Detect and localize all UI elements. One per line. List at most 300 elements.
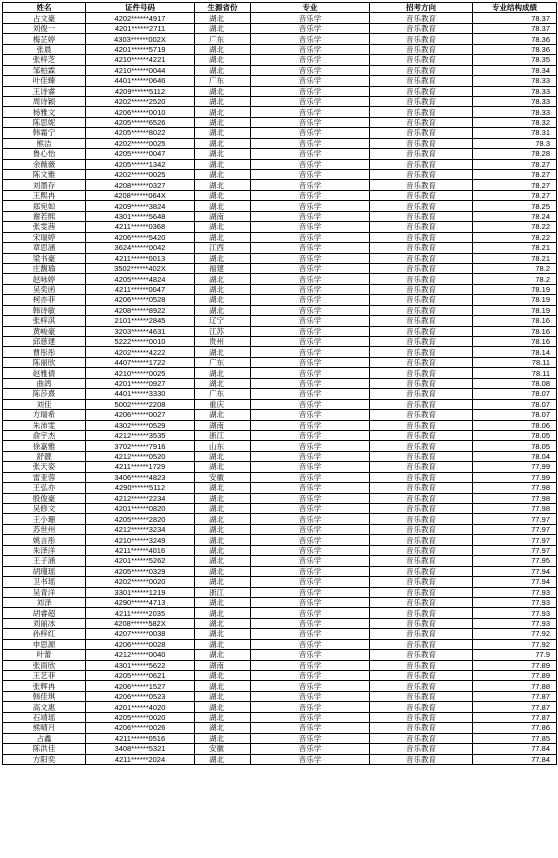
cell-score: 78.19 — [473, 305, 557, 315]
cell-score: 77.93 — [473, 608, 557, 618]
cell-province: 湖北 — [195, 170, 251, 180]
table-row — [3, 410, 557, 420]
cell-major: 音乐学 — [251, 472, 370, 482]
cell-name: 孙梓红 — [3, 629, 86, 639]
cell-id-number: 4302******0529 — [86, 420, 195, 430]
cell-major: 音乐学 — [251, 430, 370, 440]
cell-name: 刘墨存 — [3, 180, 86, 190]
cell-name: 张辉冉 — [3, 681, 86, 691]
cell-name: 赵咏婷 — [3, 274, 86, 284]
cell-province: 湖北 — [195, 681, 251, 691]
cell-score: 77.98 — [473, 483, 557, 493]
cell-id-number: 4201******2711 — [86, 23, 195, 33]
cell-score: 77.89 — [473, 671, 557, 681]
table-row — [3, 723, 557, 733]
cell-name: 石靖瑶 — [3, 712, 86, 722]
cell-name: 朱沛雯 — [3, 420, 86, 430]
cell-direction: 音乐教育 — [370, 535, 473, 545]
cell-direction: 音乐教育 — [370, 660, 473, 670]
table-row — [3, 504, 557, 514]
cell-score: 78.33 — [473, 96, 557, 106]
cell-direction: 音乐教育 — [370, 159, 473, 169]
cell-score: 77.85 — [473, 733, 557, 743]
cell-id-number: 4211******2024 — [86, 754, 195, 764]
table-row — [3, 441, 557, 451]
cell-score: 78.05 — [473, 441, 557, 451]
cell-score: 77.84 — [473, 754, 557, 764]
cell-name: 陈莎熹 — [3, 389, 86, 399]
cell-major: 音乐学 — [251, 587, 370, 597]
cell-name: 殷俊豪 — [3, 493, 86, 503]
table-row — [3, 347, 557, 357]
cell-direction: 音乐教育 — [370, 744, 473, 754]
cell-id-number: 4211******2035 — [86, 608, 195, 618]
cell-score: 77.99 — [473, 472, 557, 482]
cell-name: 张晨 — [3, 44, 86, 54]
cell-province: 湖北 — [195, 691, 251, 701]
cell-province: 湖北 — [195, 639, 251, 649]
cell-province: 湖北 — [195, 733, 251, 743]
cell-name: 梅芷婷 — [3, 34, 86, 44]
cell-score: 78.19 — [473, 295, 557, 305]
cell-direction: 音乐教育 — [370, 597, 473, 607]
cell-id-number: 4205******0329 — [86, 566, 195, 576]
table-row — [3, 608, 557, 618]
cell-province: 湖北 — [195, 378, 251, 388]
cell-direction: 音乐教育 — [370, 211, 473, 221]
cell-province: 辽宁 — [195, 316, 251, 326]
cell-id-number: 4206******0028 — [86, 639, 195, 649]
cell-direction: 音乐教育 — [370, 253, 473, 263]
cell-major: 音乐学 — [251, 149, 370, 159]
cell-major: 音乐学 — [251, 243, 370, 253]
cell-id-number: 4210******0044 — [86, 65, 195, 75]
cell-id-number: 4211******1729 — [86, 462, 195, 472]
table-row — [3, 378, 557, 388]
cell-province: 湖北 — [195, 347, 251, 357]
cell-name: 刘丽冰 — [3, 618, 86, 628]
cell-name: 鲁心怡 — [3, 149, 86, 159]
cell-score: 77.92 — [473, 639, 557, 649]
cell-id-number: 4212******0520 — [86, 451, 195, 461]
cell-id-number: 3702******7916 — [86, 441, 195, 451]
cell-province: 湖北 — [195, 483, 251, 493]
table-row — [3, 107, 557, 117]
cell-id-number: 2101******2845 — [86, 316, 195, 326]
cell-score: 77.97 — [473, 545, 557, 555]
cell-score: 77.9 — [473, 650, 557, 660]
cell-id-number: 4205******8022 — [86, 128, 195, 138]
table-row — [3, 190, 557, 200]
cell-direction: 音乐教育 — [370, 305, 473, 315]
cell-major: 音乐学 — [251, 702, 370, 712]
cell-major: 音乐学 — [251, 504, 370, 514]
cell-id-number: 4290******4713 — [86, 597, 195, 607]
cell-province: 贵州 — [195, 337, 251, 347]
cell-id-number: 4210******3249 — [86, 535, 195, 545]
cell-name: 张雯茜 — [3, 222, 86, 232]
cell-name: 雷亚蓉 — [3, 472, 86, 482]
cell-id-number: 4201******5719 — [86, 44, 195, 54]
cell-score: 78.27 — [473, 190, 557, 200]
cell-name: 张梓淇 — [3, 316, 86, 326]
cell-province: 江西 — [195, 243, 251, 253]
cell-major: 音乐学 — [251, 180, 370, 190]
cell-direction: 音乐教育 — [370, 378, 473, 388]
cell-direction: 音乐教育 — [370, 55, 473, 65]
cell-province: 江苏 — [195, 326, 251, 336]
cell-major: 音乐学 — [251, 232, 370, 242]
cell-score: 78.32 — [473, 117, 557, 127]
cell-province: 湖北 — [195, 368, 251, 378]
cell-major: 音乐学 — [251, 23, 370, 33]
table-row — [3, 295, 557, 305]
cell-id-number: 4202******0025 — [86, 170, 195, 180]
cell-major: 音乐学 — [251, 744, 370, 754]
table-row — [3, 76, 557, 86]
cell-id-number: 4208******064X — [86, 190, 195, 200]
cell-score: 78.07 — [473, 389, 557, 399]
cell-name: 舒靓 — [3, 451, 86, 461]
cell-major: 音乐学 — [251, 493, 370, 503]
cell-id-number: 4205******2820 — [86, 514, 195, 524]
cell-name: 柯亦菲 — [3, 295, 86, 305]
table-row — [3, 149, 557, 159]
cell-major: 音乐学 — [251, 55, 370, 65]
cell-id-number: 4207******0038 — [86, 629, 195, 639]
cell-major: 音乐学 — [251, 577, 370, 587]
cell-province: 浙江 — [195, 587, 251, 597]
cell-score: 78.36 — [473, 34, 557, 44]
table-row — [3, 55, 557, 65]
cell-province: 湖北 — [195, 159, 251, 169]
cell-name: 朱泽洋 — [3, 545, 86, 555]
cell-province: 湖北 — [195, 13, 251, 23]
cell-direction: 音乐教育 — [370, 671, 473, 681]
table-row — [3, 399, 557, 409]
cell-score: 77.97 — [473, 514, 557, 524]
cell-direction: 音乐教育 — [370, 34, 473, 44]
table-row — [3, 316, 557, 326]
cell-score: 78.36 — [473, 44, 557, 54]
cell-id-number: 4208******582X — [86, 618, 195, 628]
cell-score: 78.16 — [473, 326, 557, 336]
cell-id-number: 4208******0327 — [86, 180, 195, 190]
table-row — [3, 472, 557, 482]
cell-name: 余薇薇 — [3, 159, 86, 169]
table-row — [3, 545, 557, 555]
cell-score: 78.33 — [473, 76, 557, 86]
cell-province: 湖北 — [195, 232, 251, 242]
cell-province: 湖北 — [195, 723, 251, 733]
cell-id-number: 4206******0523 — [86, 691, 195, 701]
cell-major: 音乐学 — [251, 170, 370, 180]
cell-id-number: 4212******3234 — [86, 524, 195, 534]
cell-score: 77.92 — [473, 629, 557, 639]
cell-province: 湖北 — [195, 222, 251, 232]
cell-id-number: 4303******002X — [86, 34, 195, 44]
cell-province: 湖北 — [195, 253, 251, 263]
table-row — [3, 284, 557, 294]
cell-id-number: 4211******4016 — [86, 545, 195, 555]
cell-major: 音乐学 — [251, 629, 370, 639]
cell-direction: 音乐教育 — [370, 681, 473, 691]
cell-name: 王艺菲 — [3, 671, 86, 681]
table-row — [3, 462, 557, 472]
cell-name: 郑宛如 — [3, 201, 86, 211]
cell-direction: 音乐教育 — [370, 149, 473, 159]
cell-major: 音乐学 — [251, 650, 370, 660]
table-row — [3, 754, 557, 764]
cell-score: 78.33 — [473, 86, 557, 96]
cell-direction: 音乐教育 — [370, 702, 473, 712]
cell-id-number: 4301******5648 — [86, 211, 195, 221]
cell-direction: 音乐教育 — [370, 190, 473, 200]
table-row — [3, 159, 557, 169]
cell-major: 音乐学 — [251, 754, 370, 764]
cell-id-number: 4202******4222 — [86, 347, 195, 357]
cell-major: 音乐学 — [251, 326, 370, 336]
cell-province: 湖北 — [195, 524, 251, 534]
cell-direction: 音乐教育 — [370, 274, 473, 284]
cell-direction: 音乐教育 — [370, 295, 473, 305]
cell-name: 谢若熙 — [3, 211, 86, 221]
cell-id-number: 4202******0025 — [86, 138, 195, 148]
cell-score: 77.84 — [473, 744, 557, 754]
cell-direction: 音乐教育 — [370, 430, 473, 440]
cell-id-number: 4201******5262 — [86, 556, 195, 566]
cell-direction: 音乐教育 — [370, 23, 473, 33]
cell-major: 音乐学 — [251, 712, 370, 722]
cell-direction: 音乐教育 — [370, 691, 473, 701]
cell-score: 78.22 — [473, 222, 557, 232]
cell-direction: 音乐教育 — [370, 556, 473, 566]
table-row — [3, 180, 557, 190]
cell-score: 78.11 — [473, 368, 557, 378]
cell-id-number: 4206******1527 — [86, 681, 195, 691]
cell-major: 音乐学 — [251, 378, 370, 388]
table-row — [3, 326, 557, 336]
cell-province: 湖北 — [195, 671, 251, 681]
cell-province: 湖北 — [195, 65, 251, 75]
cell-major: 音乐学 — [251, 159, 370, 169]
cell-score: 78.16 — [473, 337, 557, 347]
cell-name: 申思源 — [3, 639, 86, 649]
cell-direction: 音乐教育 — [370, 399, 473, 409]
cell-name: 方阳奕 — [3, 754, 86, 764]
cell-score: 77.98 — [473, 493, 557, 503]
cell-direction: 音乐教育 — [370, 263, 473, 273]
cell-province: 湖北 — [195, 128, 251, 138]
cell-score: 77.97 — [473, 535, 557, 545]
table-row — [3, 170, 557, 180]
cell-id-number: 4209******3824 — [86, 201, 195, 211]
cell-direction: 音乐教育 — [370, 368, 473, 378]
cell-name: 赵雅倩 — [3, 368, 86, 378]
table-row — [3, 744, 557, 754]
cell-score: 78.05 — [473, 430, 557, 440]
table-row — [3, 211, 557, 221]
cell-direction: 音乐教育 — [370, 170, 473, 180]
cell-name: 曹彤彤 — [3, 347, 86, 357]
cell-direction: 音乐教育 — [370, 577, 473, 587]
cell-score: 77.87 — [473, 712, 557, 722]
cell-province: 湖北 — [195, 556, 251, 566]
cell-province: 湖北 — [195, 274, 251, 284]
cell-name: 刘佳 — [3, 399, 86, 409]
cell-score: 77.98 — [473, 504, 557, 514]
cell-province: 湖南 — [195, 660, 251, 670]
cell-province: 湖北 — [195, 493, 251, 503]
cell-major: 音乐学 — [251, 316, 370, 326]
table-row — [3, 483, 557, 493]
cell-direction: 音乐教育 — [370, 389, 473, 399]
cell-name: 高文惠 — [3, 702, 86, 712]
table-row — [3, 650, 557, 660]
cell-major: 音乐学 — [251, 295, 370, 305]
cell-score: 78.22 — [473, 232, 557, 242]
cell-direction: 音乐教育 — [370, 472, 473, 482]
cell-major: 音乐学 — [251, 399, 370, 409]
cell-id-number: 4211******0013 — [86, 253, 195, 263]
cell-score: 78.11 — [473, 357, 557, 367]
table-row — [3, 305, 557, 315]
cell-name: 刘泽 — [3, 597, 86, 607]
cell-province: 广东 — [195, 76, 251, 86]
cell-direction: 音乐教育 — [370, 754, 473, 764]
table-row — [3, 13, 557, 23]
table-row — [3, 660, 557, 670]
cell-score: 78.04 — [473, 451, 557, 461]
cell-direction: 音乐教育 — [370, 504, 473, 514]
cell-direction: 音乐教育 — [370, 201, 473, 211]
cell-name: 韩诗敏 — [3, 305, 86, 315]
cell-score: 78.16 — [473, 316, 557, 326]
table-row — [3, 232, 557, 242]
cell-score: 78.35 — [473, 55, 557, 65]
cell-major: 音乐学 — [251, 96, 370, 106]
cell-major: 音乐学 — [251, 608, 370, 618]
table-row — [3, 357, 557, 367]
cell-major: 音乐学 — [251, 13, 370, 23]
cell-id-number: 4206******0528 — [86, 295, 195, 305]
cell-id-number: 4202******4917 — [86, 13, 195, 23]
cell-major: 音乐学 — [251, 514, 370, 524]
cell-id-number: 4206******0027 — [86, 410, 195, 420]
cell-direction: 音乐教育 — [370, 650, 473, 660]
cell-province: 广东 — [195, 34, 251, 44]
table-row — [3, 535, 557, 545]
table-row — [3, 263, 557, 273]
cell-province: 湖北 — [195, 138, 251, 148]
cell-province: 湖北 — [195, 96, 251, 106]
cell-direction: 音乐教育 — [370, 86, 473, 96]
table-row — [3, 524, 557, 534]
cell-id-number: 3624******0042 — [86, 243, 195, 253]
cell-major: 音乐学 — [251, 733, 370, 743]
cell-name: 陈丽欣 — [3, 357, 86, 367]
cell-province: 湖北 — [195, 712, 251, 722]
cell-name: 宋瑞婷 — [3, 232, 86, 242]
table-row — [3, 128, 557, 138]
cell-score: 78.06 — [473, 420, 557, 430]
table-row — [3, 733, 557, 743]
cell-name: 叶佳臻 — [3, 76, 86, 86]
cell-name: 胡瑾瑶 — [3, 566, 86, 576]
cell-province: 湖北 — [195, 190, 251, 200]
cell-major: 音乐学 — [251, 305, 370, 315]
cell-name: 邱慈建 — [3, 337, 86, 347]
cell-major: 音乐学 — [251, 545, 370, 555]
cell-direction: 音乐教育 — [370, 65, 473, 75]
cell-name: 韩霜宁 — [3, 128, 86, 138]
cell-direction: 音乐教育 — [370, 733, 473, 743]
table-row — [3, 493, 557, 503]
cell-id-number: 4212******3535 — [86, 430, 195, 440]
cell-province: 湖北 — [195, 577, 251, 587]
cell-major: 音乐学 — [251, 347, 370, 357]
cell-score: 78.2 — [473, 274, 557, 284]
table-row — [3, 337, 557, 347]
cell-direction: 音乐教育 — [370, 712, 473, 722]
cell-province: 安徽 — [195, 744, 251, 754]
cell-name: 俞宇杰 — [3, 430, 86, 440]
table-row — [3, 117, 557, 127]
cell-id-number: 4208******8922 — [86, 305, 195, 315]
cell-id-number: 4201******0820 — [86, 504, 195, 514]
cell-score: 77.89 — [473, 660, 557, 670]
cell-id-number: 4301******5622 — [86, 660, 195, 670]
cell-province: 湖北 — [195, 149, 251, 159]
cell-score: 78.33 — [473, 107, 557, 117]
cell-province: 广东 — [195, 357, 251, 367]
cell-major: 音乐学 — [251, 671, 370, 681]
cell-major: 音乐学 — [251, 681, 370, 691]
cell-major: 音乐学 — [251, 222, 370, 232]
cell-direction: 音乐教育 — [370, 639, 473, 649]
cell-score: 78.25 — [473, 201, 557, 211]
cell-major: 音乐学 — [251, 128, 370, 138]
cell-direction: 音乐教育 — [370, 337, 473, 347]
cell-name: 曲鸽 — [3, 378, 86, 388]
cell-name: 王弘亦 — [3, 483, 86, 493]
cell-direction: 音乐教育 — [370, 441, 473, 451]
table-row — [3, 691, 557, 701]
cell-id-number: 4206******0026 — [86, 723, 195, 733]
cell-score: 78.31 — [473, 128, 557, 138]
cell-province: 湖北 — [195, 305, 251, 315]
cell-score: 77.87 — [473, 691, 557, 701]
cell-id-number: 4290******5112 — [86, 483, 195, 493]
table-row — [3, 587, 557, 597]
cell-name: 黄峻豪 — [3, 326, 86, 336]
cell-id-number: 4201******4020 — [86, 702, 195, 712]
cell-score: 78.24 — [473, 211, 557, 221]
cell-score: 78.37 — [473, 13, 557, 23]
cell-id-number: 4205******0047 — [86, 149, 195, 159]
cell-province: 安徽 — [195, 472, 251, 482]
cell-score: 77.94 — [473, 577, 557, 587]
cell-direction: 音乐教育 — [370, 347, 473, 357]
table-row — [3, 253, 557, 263]
table-row — [3, 681, 557, 691]
table-row — [3, 618, 557, 628]
table-body — [3, 13, 557, 765]
table-row — [3, 556, 557, 566]
cell-score: 78.27 — [473, 159, 557, 169]
table-row — [3, 138, 557, 148]
cell-id-number: 4212******2234 — [86, 493, 195, 503]
